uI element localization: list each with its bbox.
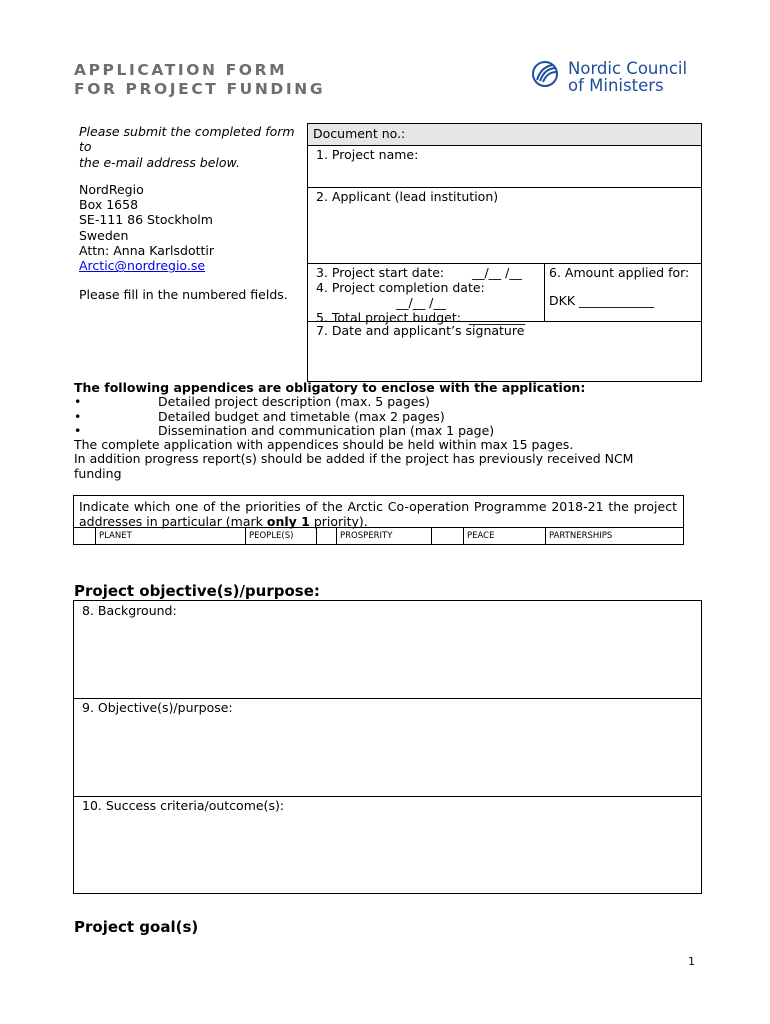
goals-heading: Project goal(s) (74, 918, 199, 936)
instruction-line-2: to (79, 139, 92, 155)
address-line: NordRegio (79, 181, 144, 197)
instruction-line-1: Please submit the completed form (79, 124, 295, 139)
address-line: Sweden (79, 227, 129, 243)
project-info-table (307, 123, 702, 382)
completion-date-blank[interactable]: __/__ /__ (396, 295, 446, 310)
background-field[interactable]: 8. Background: (82, 603, 177, 618)
appendices-section (74, 381, 694, 481)
start-date-field[interactable]: 3. Project start date: __/__ /__ (316, 265, 522, 280)
submission-instructions (79, 124, 307, 302)
applicant-field[interactable]: 2. Applicant (lead institution) (316, 189, 499, 204)
objectives-heading: Project objective(s)/purpose: (74, 582, 320, 600)
priority-option-prosperity: PROSPERITY (336, 528, 431, 545)
address-line: Attn: Anna Karlsdottir (79, 243, 215, 259)
success-criteria-field[interactable]: 10. Success criteria/outcome(s): (82, 798, 285, 813)
objectives-table (73, 600, 702, 894)
appendix-item: • Detailed project description (max. 5 pages) (74, 394, 430, 410)
priority-checkbox-planet[interactable] (73, 528, 95, 545)
title-line-2: FOR PROJECT FUNDING (74, 80, 326, 98)
priorities-box (73, 495, 684, 545)
fill-note: Please fill in the numbered fields. (79, 286, 288, 302)
form-title (74, 61, 325, 99)
priorities-instruction: Indicate which one of the priorities of the Arctic Co-operation Programme 2018-21 the project addresses in particular (mark only 1 priority). (79, 499, 677, 529)
document-no-label: Document no.: (313, 126, 406, 141)
project-name-field[interactable]: 1. Project name: (316, 147, 419, 162)
title-line-1: APPLICATION FORM (74, 61, 288, 79)
bullet-icon: • (74, 394, 82, 410)
logo-line-1: Nordic Council (568, 59, 688, 78)
priority-checkbox-peace[interactable] (431, 528, 463, 545)
priority-checkbox-prosperity[interactable] (316, 528, 336, 545)
page-limit-note: The complete application with appendices should be held within max 15 pages. (74, 437, 574, 453)
completion-date-field[interactable]: 4. Project completion date: (316, 280, 485, 295)
dates-budget-cell (308, 264, 544, 326)
nordic-council-logo (530, 58, 700, 92)
bullet-icon: • (74, 408, 82, 424)
signature-field[interactable]: 7. Date and applicant’s signature (316, 323, 525, 338)
logo-line-2: of Ministers (568, 76, 664, 92)
address-line: Box 1658 (79, 197, 139, 213)
total-budget-field[interactable]: 5. Total project budget: _________ (316, 310, 526, 325)
appendices-heading: The following appendices are obligatory to enclose with the application: (74, 380, 586, 395)
priority-option-partnerships[interactable]: PARTNERSHIPS (545, 528, 683, 545)
priorities-options-row (73, 527, 684, 546)
amount-cell (544, 264, 701, 309)
priority-option-peace: PEACE (463, 528, 545, 545)
amount-dkk-field[interactable]: DKK ____________ (549, 293, 654, 308)
address-line: SE-111 86 Stockholm (79, 212, 213, 228)
swan-icon (530, 59, 564, 89)
appendix-item: • Dissemination and communication plan (max 1 page) (74, 422, 495, 438)
instruction-line-3: the e-mail address below. (79, 154, 240, 170)
bullet-icon: • (74, 422, 82, 438)
page-number: 1 (688, 955, 695, 968)
appendix-item: • Detailed budget and timetable (max 2 pages) (74, 408, 445, 424)
amount-applied-label: 6. Amount applied for: (549, 265, 690, 280)
progress-report-note: In addition progress report(s) should be added if the project has previously received NCM funding (74, 451, 634, 481)
priority-option-peoples: PEOPLE(S) (245, 528, 316, 545)
email-link[interactable]: Arctic@nordregio.se (79, 258, 206, 274)
objective-purpose-field[interactable]: 9. Objective(s)/purpose: (82, 700, 233, 715)
priority-option-planet: PLANET (95, 528, 245, 545)
